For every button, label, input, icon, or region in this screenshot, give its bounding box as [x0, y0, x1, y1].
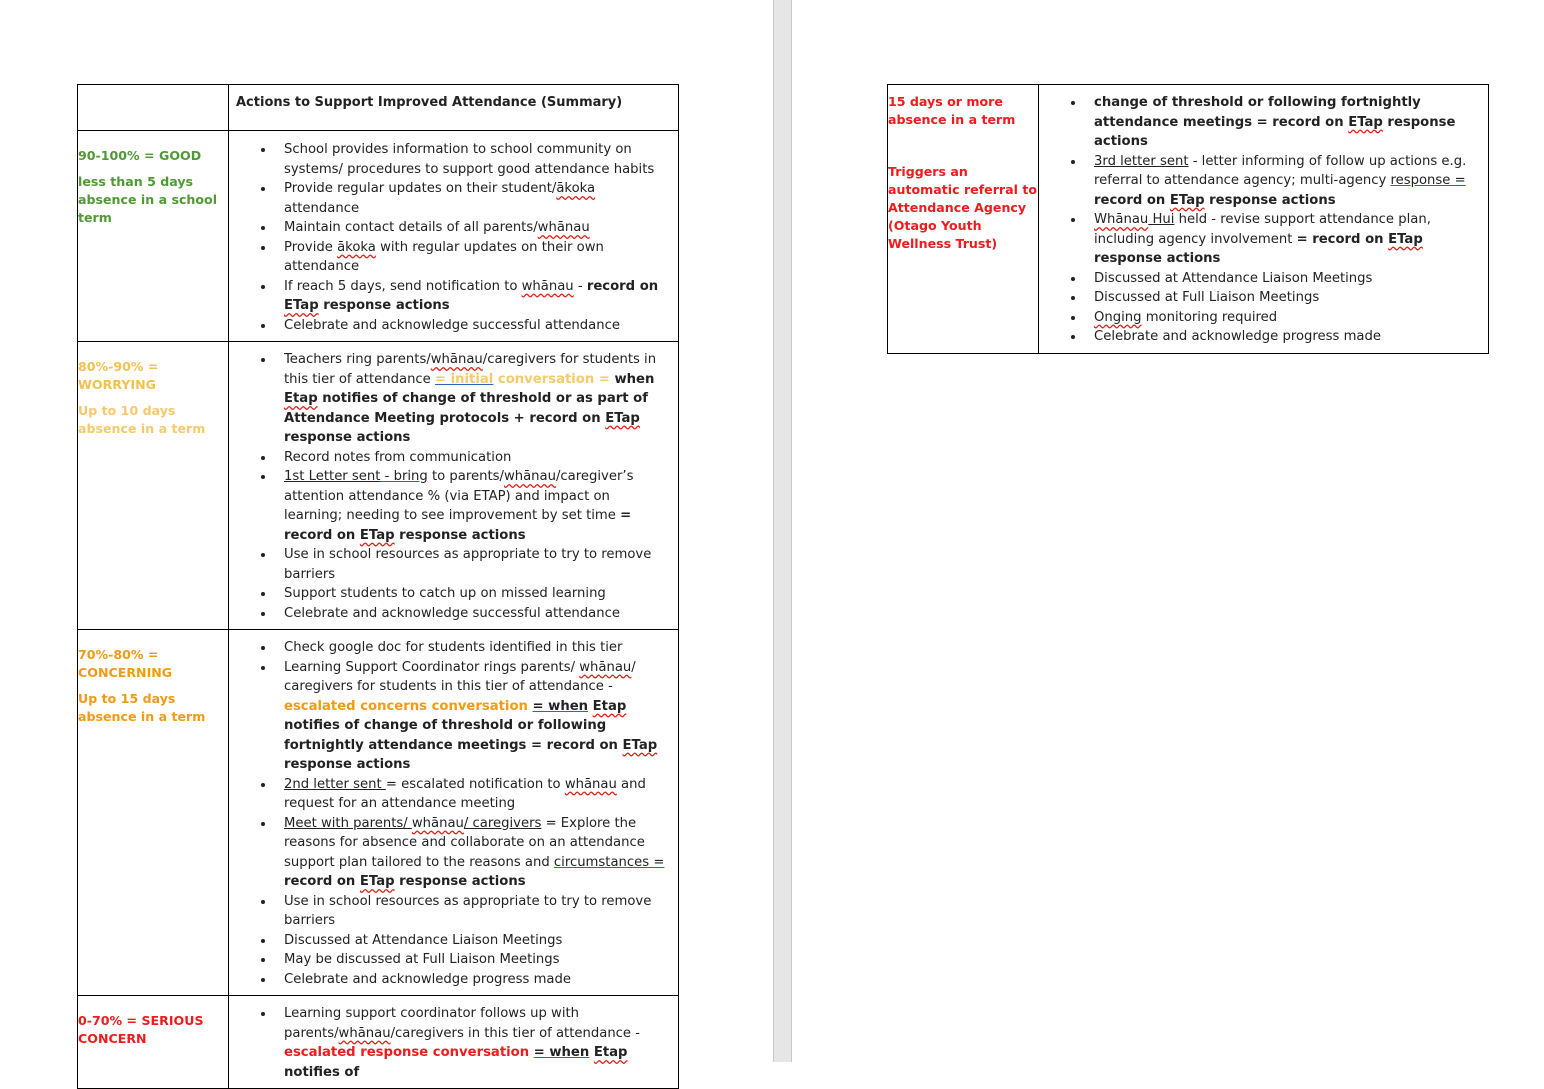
list-item: Teachers ring parents/whānau/caregivers for students in this tier of attendance = initial conversation = when Etap notifies of change of threshold or as part of Attendance Meeting protocols + record on ETap response actions — [284, 350, 672, 448]
actions-cell-worrying — [229, 342, 679, 630]
table-header-title: Actions to Support Improved Attendance (Summary) — [236, 95, 623, 110]
actions-cell-serious — [229, 996, 679, 1089]
list-item: 3rd letter sent - letter informing of follow up actions e.g. referral to attendance agency; multi-agency response = record on ETap response actions — [1094, 152, 1482, 211]
attendance-table-page-2 — [887, 84, 1489, 354]
action-list-serious-continued — [1039, 85, 1488, 353]
list-item: Support students to catch up on missed learning — [284, 584, 672, 604]
list-item: Check google doc for students identified in this tier — [284, 638, 672, 658]
tier-cell-serious — [78, 996, 229, 1089]
tier-cell-concerning — [78, 630, 229, 996]
table-header-row — [78, 85, 679, 131]
document-page-1 — [0, 0, 773, 1080]
tier-cell-good — [78, 131, 229, 342]
list-item: May be discussed at Full Liaison Meetings — [284, 950, 672, 970]
list-item: Whānau Hui held - revise support attendance plan, including agency involvement = record on ETap response actions — [1094, 210, 1482, 269]
tier-title-serious: 0-70% = SERIOUS CONCERN — [78, 1013, 204, 1046]
list-item: Onging monitoring required — [1094, 308, 1482, 328]
list-item: Learning Support Coordinator rings parents/ whānau/ caregivers for students in this tier of attendance - escalated concerns conversation = when Etap notifies of change of threshold or following fortnightly attendance meetings = record on ETap response actions — [284, 658, 672, 775]
table-row-serious-continued — [888, 85, 1489, 354]
list-item: Celebrate and acknowledge successful attendance — [284, 604, 672, 624]
tier-cell-serious-continued — [888, 85, 1039, 354]
action-list-worrying — [229, 342, 678, 629]
table-row-concerning — [78, 630, 679, 996]
header-cell — [229, 85, 679, 131]
table-row-good — [78, 131, 679, 342]
document-page-2 — [792, 0, 1544, 1062]
tier-subtitle-serious: 15 days or more absence in a term — [888, 94, 1016, 127]
list-item: Maintain contact details of all parents/whānau — [284, 218, 672, 238]
actions-cell-concerning — [229, 630, 679, 996]
tier-referral-note: Triggers an automatic referral to Attendance Agency (Otago Youth Wellness Trust) — [888, 164, 1038, 251]
list-item: Discussed at Full Liaison Meetings — [1094, 288, 1482, 308]
table-row-serious — [78, 996, 679, 1089]
list-item: Celebrate and acknowledge progress made — [1094, 327, 1482, 347]
actions-cell-serious-continued — [1039, 85, 1489, 354]
action-list-serious — [229, 996, 678, 1088]
actions-cell-good — [229, 131, 679, 342]
tier-subtitle-concerning: Up to 15 days absence in a term — [78, 691, 206, 724]
tier-subtitle-good: less than 5 days absence in a school term — [78, 174, 218, 225]
list-item: Meet with parents/ whānau/ caregivers = Explore the reasons for absence and collaborate on an attendance support plan tailored to the reasons and circumstances = record on ETap response actions — [284, 814, 672, 892]
list-item: Discussed at Attendance Liaison Meetings — [1094, 269, 1482, 289]
list-item: Provide regular updates on their student/ākoka attendance — [284, 179, 672, 218]
action-list-good — [229, 131, 678, 341]
list-item: 1st Letter sent - bring to parents/whānau/caregiver’s attention attendance % (via ETAP) and impact on learning; needing to see improvement by set time = record on ETap response actions — [284, 467, 672, 545]
list-item: If reach 5 days, send notification to whānau - record on ETap response actions — [284, 277, 672, 316]
list-item-continued: change of threshold or following fortnightly attendance meetings = record on ETap response actions — [1094, 93, 1482, 152]
list-item: Celebrate and acknowledge progress made — [284, 970, 672, 990]
table-row-worrying — [78, 342, 679, 630]
list-item: Use in school resources as appropriate to try to remove barriers — [284, 892, 672, 931]
list-item: Learning support coordinator follows up with parents/whānau/caregivers in this tier of attendance - escalated response conversation = when Etap notifies of — [284, 1004, 672, 1082]
tier-title-good: 90-100% = GOOD — [78, 148, 202, 163]
list-item: Discussed at Attendance Liaison Meetings — [284, 931, 672, 951]
action-list-concerning — [229, 630, 678, 995]
list-item: Record notes from communication — [284, 448, 672, 468]
attendance-table-page-1 — [77, 84, 679, 1089]
tier-title-worrying: 80%-90% = WORRYING — [78, 359, 159, 392]
list-item: 2nd letter sent = escalated notification to whānau and request for an attendance meeting — [284, 775, 672, 814]
tier-title-concerning: 70%-80% = CONCERNING — [78, 647, 173, 680]
list-item: Provide ākoka with regular updates on their own attendance — [284, 238, 672, 277]
tier-subtitle-worrying: Up to 10 days absence in a term — [78, 403, 206, 436]
tier-cell-worrying — [78, 342, 229, 630]
list-item: School provides information to school community on systems/ procedures to support good attendance habits — [284, 140, 672, 179]
list-item: Celebrate and acknowledge successful attendance — [284, 316, 672, 336]
list-item: Use in school resources as appropriate to try to remove barriers — [284, 545, 672, 584]
header-empty-cell — [78, 85, 229, 131]
page-gutter — [773, 0, 792, 1062]
